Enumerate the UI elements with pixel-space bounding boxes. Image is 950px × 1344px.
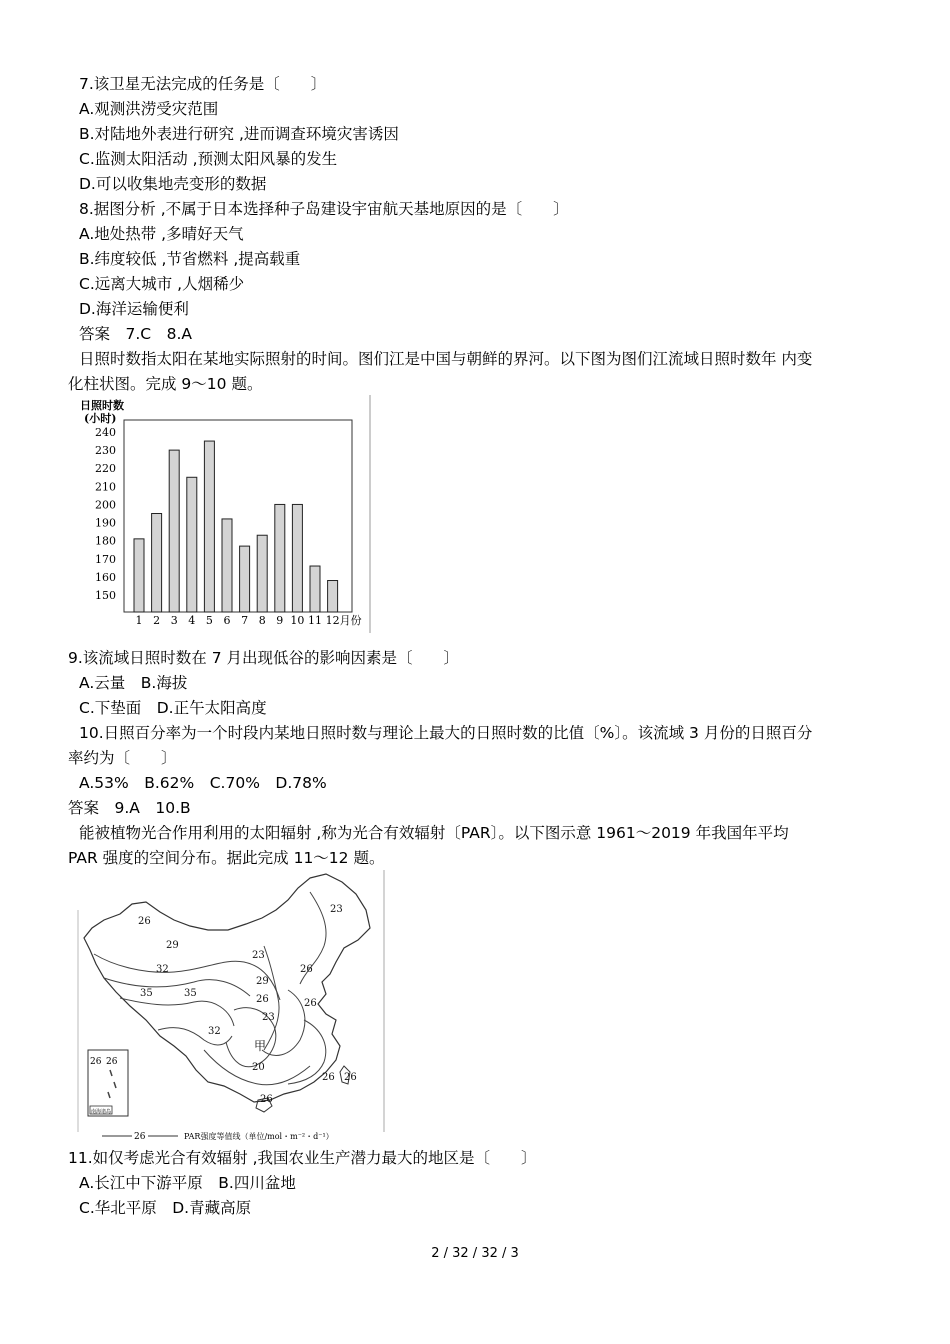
- x-axis-label: 月份: [339, 614, 362, 627]
- answer-9-10: 答案 9.A 10.B: [68, 799, 191, 817]
- q7-stem: 7.该卫星无法完成的任务是〔 〕: [79, 75, 327, 93]
- contour-label: 35: [140, 988, 153, 999]
- chart-bar: [328, 581, 338, 612]
- contour-line: [288, 1020, 326, 1084]
- contour-label: 23: [330, 904, 343, 915]
- chart-bar: [134, 539, 144, 612]
- chart-ylabel: 日照时数: [80, 399, 124, 412]
- chart-bar: [187, 477, 197, 612]
- chart-bar: [152, 514, 162, 613]
- y-tick-label: 240: [95, 426, 116, 439]
- chart-bar: [310, 566, 320, 612]
- country-outline: [84, 874, 370, 1102]
- contour-label: 26: [322, 1072, 335, 1083]
- contour-line: [104, 978, 250, 996]
- contour-label: 26: [260, 1094, 273, 1105]
- x-tick-label: 2: [153, 614, 161, 627]
- q8-option-d: D.海洋运输便利: [79, 300, 189, 318]
- q8-option-a: A.地处热带 ,多晴好天气: [79, 225, 244, 243]
- contour-label: 32: [208, 1026, 221, 1037]
- q7-option-d: D.可以收集地壳变形的数据: [79, 175, 267, 193]
- q8-option-c: C.远离大城市 ,人烟稀少: [79, 275, 245, 293]
- q7-option-b: B.对陆地外表进行研究 ,进而调查环境灾害诱因: [79, 125, 399, 143]
- map-point-label: 甲: [254, 1039, 267, 1053]
- passage-par-line2: PAR 强度的空间分布。据此完成 11～12 题。: [68, 849, 385, 867]
- x-tick-label: 8: [258, 614, 266, 627]
- q10-stem-line1: 10.日照百分率为一个时段内某地日照时数与理论上最大的日照时数的比值〔%〕。该流域 3 月份的日照百分: [79, 724, 813, 742]
- contour-label: 26: [138, 916, 151, 927]
- par-contour-map: [74, 870, 386, 1142]
- contour-label: 20: [252, 1062, 265, 1073]
- contour-label: 35: [184, 988, 197, 999]
- q10-options: A.53% B.62% C.70% D.78%: [79, 774, 327, 792]
- sunshine-bar-chart: [72, 395, 372, 635]
- q11-option-cd: C.华北平原 D.青藏高原: [79, 1199, 252, 1217]
- page-footer: 2 / 32 / 32 / 3: [431, 1246, 519, 1261]
- inset-label: 26: [106, 1057, 118, 1067]
- q11-stem: 11.如仅考虑光合有效辐射 ,我国农业生产潜力最大的地区是〔 〕: [68, 1149, 537, 1167]
- x-tick-label: 7: [241, 614, 249, 627]
- y-tick-label: 180: [95, 534, 116, 548]
- passage-sunshine-line2: 化柱状图。完成 9～10 题。: [68, 375, 263, 393]
- contour-label: 26: [256, 994, 269, 1005]
- x-tick-label: 10: [290, 614, 305, 627]
- chart-bar: [292, 504, 302, 612]
- q9-stem: 9.该流域日照时数在 7 月出现低谷的影响因素是〔 〕: [68, 649, 460, 667]
- x-tick-label: 1: [135, 614, 143, 627]
- q7-option-a: A.观测洪涝受灾范围: [79, 100, 219, 118]
- chart-bar: [257, 535, 267, 612]
- legend-text: PAR强度等值线（单位/mol・m⁻²・d⁻¹）: [184, 1132, 334, 1141]
- x-tick-label: 6: [223, 614, 231, 627]
- chart-yunit: (小时): [84, 412, 117, 425]
- legend-sample-value: 26: [134, 1132, 146, 1142]
- q9-option-ab: A.云量 B.海拔: [79, 674, 188, 692]
- contour-label: 26: [304, 998, 317, 1009]
- chart-bar: [222, 519, 232, 612]
- inset-caption: 南海诸岛: [91, 1109, 112, 1115]
- q8-option-b: B.纬度较低 ,节省燃料 ,提高载重: [79, 250, 301, 268]
- y-tick-label: 210: [95, 480, 116, 494]
- contour-label: 32: [156, 964, 169, 975]
- chart-bar: [204, 441, 214, 612]
- answer-7-8: 答案 7.C 8.A: [79, 325, 193, 343]
- y-tick-label: 160: [95, 570, 116, 584]
- chart-bar: [169, 450, 179, 612]
- x-tick-label: 4: [188, 614, 196, 627]
- y-tick-label: 190: [95, 516, 116, 530]
- y-tick-label: 230: [95, 444, 116, 458]
- y-tick-label: 150: [95, 589, 116, 602]
- contour-label: 23: [262, 1012, 275, 1023]
- contour-label: 26: [300, 964, 313, 975]
- x-tick-label: 12: [325, 614, 340, 627]
- chart-bar: [275, 504, 285, 612]
- passage-par-line1: 能被植物光合作用利用的太阳辐射 ,称为光合有效辐射〔PAR〕。以下图示意 1961～2019 年我国年平均: [79, 824, 789, 842]
- q9-option-cd: C.下垫面 D.正午太阳高度: [79, 699, 267, 717]
- x-tick-label: 3: [170, 614, 178, 627]
- contour-label: 23: [252, 950, 265, 961]
- q11-option-ab: A.长江中下游平原 B.四川盆地: [79, 1174, 296, 1192]
- contour-label: 29: [166, 940, 179, 951]
- y-tick-label: 170: [95, 552, 116, 566]
- passage-sunshine-line1: 日照时数指太阳在某地实际照射的时间。图们江是中国与朝鲜的界河。以下图为图们江流域日照时数年 内变: [79, 350, 813, 368]
- q8-stem: 8.据图分析 ,不属于日本选择种子岛建设宇宙航天基地原因的是〔 〕: [79, 200, 569, 218]
- x-tick-label: 11: [308, 614, 322, 627]
- q10-stem-line2: 率约为〔 〕: [68, 749, 177, 767]
- y-tick-label: 220: [95, 462, 116, 476]
- x-tick-label: 5: [205, 614, 213, 627]
- chart-bar: [240, 546, 250, 612]
- y-tick-label: 200: [95, 498, 116, 512]
- inset-dots: [108, 1070, 116, 1098]
- x-tick-label: 9: [276, 614, 284, 627]
- contour-label: 29: [256, 976, 269, 987]
- contour-label: 26: [344, 1072, 357, 1083]
- q7-option-c: C.监测太阳活动 ,预测太阳风暴的发生: [79, 150, 338, 168]
- inset-label: 26: [90, 1057, 102, 1067]
